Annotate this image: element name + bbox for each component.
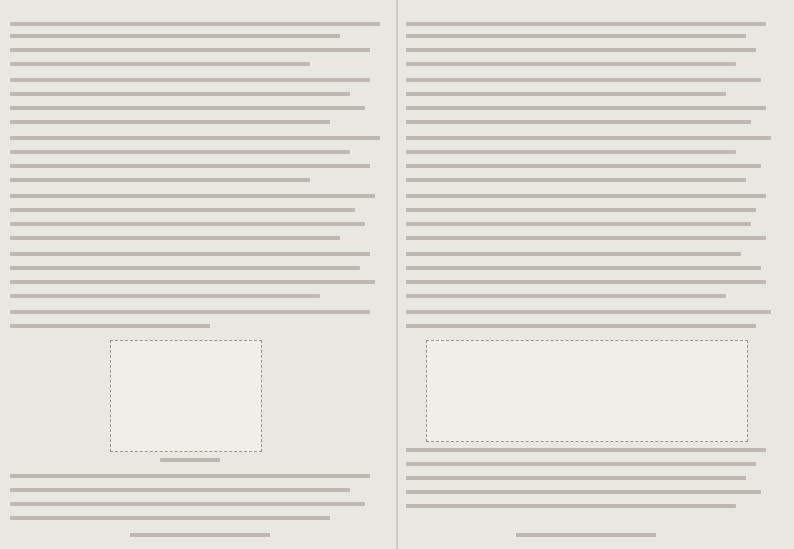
page-footer-right — [516, 533, 656, 537]
exam-page-right — [406, 22, 786, 537]
figure-26 — [426, 340, 748, 442]
figure-21 — [110, 340, 262, 452]
page-gutter — [396, 0, 398, 549]
exam-page-left — [10, 22, 390, 537]
page-footer-left — [130, 533, 270, 537]
